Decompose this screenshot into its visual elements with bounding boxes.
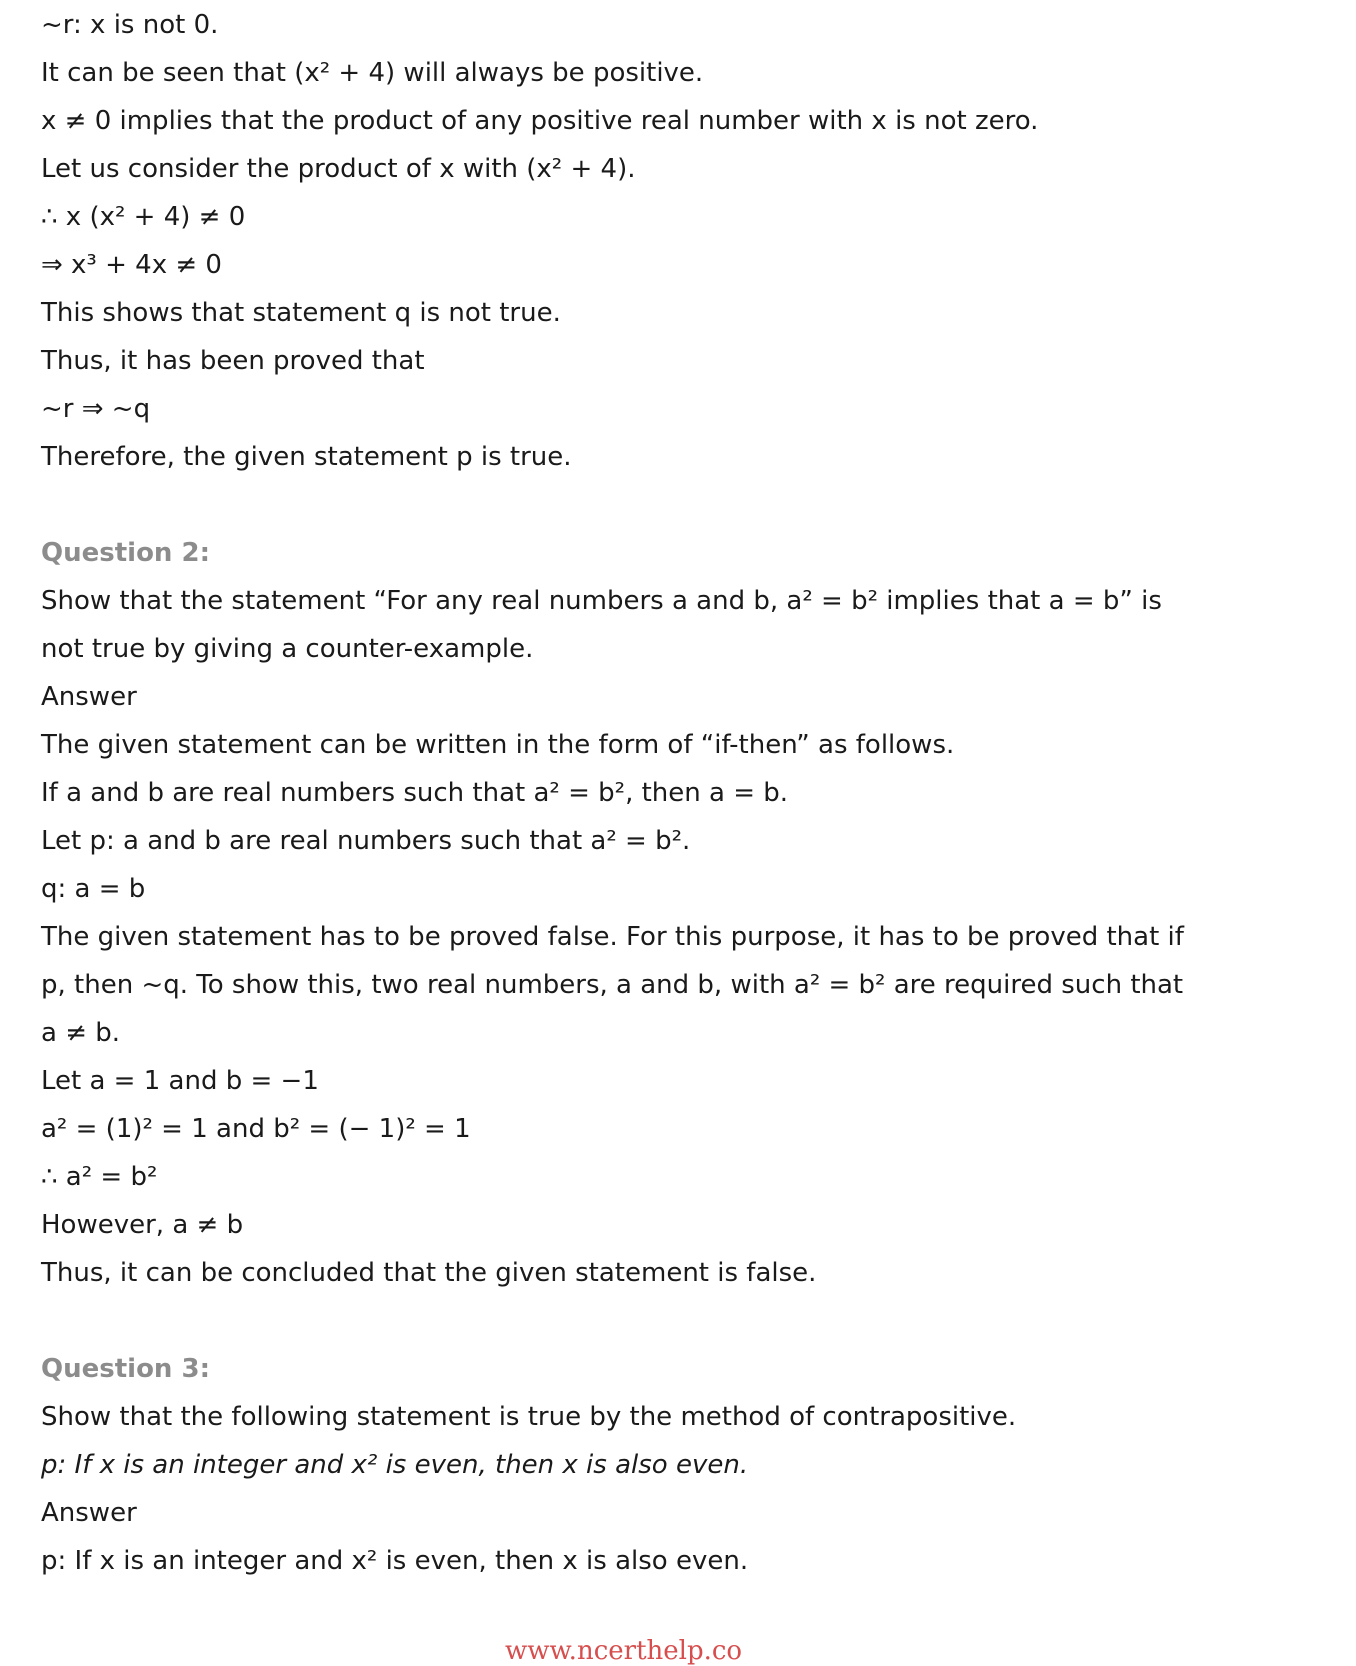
math-line: ∴ x (x² + 4) ≠ 0	[41, 202, 246, 232]
answer-line: Thus, it can be concluded that the given statement is false.	[41, 1258, 817, 1288]
text-line: It can be seen that (x² + 4) will always be positive.	[41, 58, 704, 88]
answer-label: Answer	[41, 1498, 137, 1528]
answer-line: The given statement has to be proved false. For this purpose, it has to be proved that if	[41, 922, 1184, 952]
answer-label: Answer	[41, 682, 137, 712]
answer-line: However, a ≠ b	[41, 1210, 244, 1240]
question-heading: Question 2:	[41, 538, 210, 568]
answer-line: q: a = b	[41, 874, 146, 904]
text-line: ~r: x is not 0.	[41, 10, 219, 40]
answer-line: Let p: a and b are real numbers such that a² = b².	[41, 826, 691, 856]
question-text: p: If x is an integer and x² is even, then x is also even.	[41, 1450, 749, 1480]
text-line: Let us consider the product of x with (x² + 4).	[41, 154, 636, 184]
question-text: not true by giving a counter-example.	[41, 634, 534, 664]
watermark: www.ncerthelp.co	[505, 1636, 743, 1666]
question-text: Show that the statement “For any real numbers a and b, a² = b² implies that a = b” is	[41, 586, 1162, 616]
math-line: ⇒ x³ + 4x ≠ 0	[41, 250, 222, 280]
answer-line: Let a = 1 and b = −1	[41, 1066, 319, 1096]
answer-line: The given statement can be written in the form of “if-then” as follows.	[41, 730, 955, 760]
text-line: This shows that statement q is not true.	[41, 298, 561, 328]
math-line: a² = (1)² = 1 and b² = (− 1)² = 1	[41, 1114, 471, 1144]
math-line: ~r ⇒ ~q	[41, 394, 151, 424]
answer-line: p, then ~q. To show this, two real numbers, a and b, with a² = b² are required such that	[41, 970, 1184, 1000]
text-line: x ≠ 0 implies that the product of any positive real number with x is not zero.	[41, 106, 1039, 136]
answer-line: p: If x is an integer and x² is even, then x is also even.	[41, 1546, 749, 1576]
text-line: Therefore, the given statement p is true.	[41, 442, 572, 472]
answer-line: a ≠ b.	[41, 1018, 121, 1048]
math-line: ∴ a² = b²	[41, 1162, 158, 1192]
answer-line: If a and b are real numbers such that a² = b², then a = b.	[41, 778, 789, 808]
question-heading: Question 3:	[41, 1354, 210, 1384]
text-line: Thus, it has been proved that	[41, 346, 425, 376]
question-text: Show that the following statement is true by the method of contrapositive.	[41, 1402, 1017, 1432]
